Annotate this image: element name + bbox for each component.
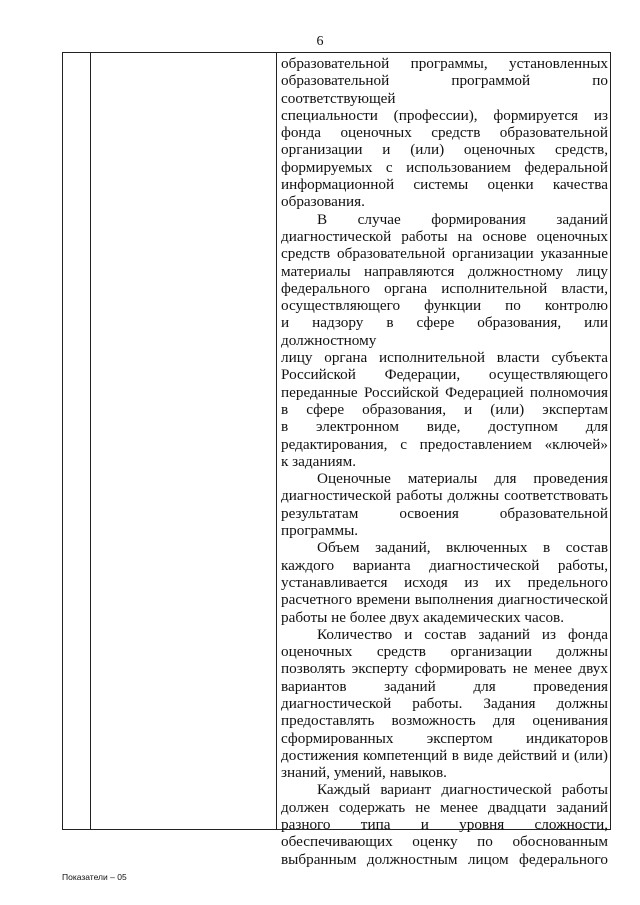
text-line: сформированных экспертом индикаторов — [281, 729, 608, 747]
table-column-divider-2 — [276, 53, 277, 829]
text-line: программы. — [281, 522, 359, 540]
text-line: Российской Федерации, осуществляющего — [281, 366, 608, 384]
text-line: в электронном виде, доступном для — [281, 418, 608, 436]
text-line: редактирования, с предоставлением «ключей» — [281, 435, 608, 453]
text-line: осуществляющего функции по контролю — [281, 297, 608, 315]
table-column-divider-1 — [90, 53, 91, 829]
text-line: оценочных средств организации должны — [281, 643, 608, 661]
text-line: и надзору в сфере образования, или должностному — [281, 314, 608, 349]
text-line: обеспечивающих оценку по обоснованным — [281, 833, 608, 851]
text-line: результатам освоения образовательной — [281, 504, 608, 522]
text-line: достижения компетенций в виде действий и (или) — [281, 746, 608, 764]
text-line: диагностической работы на основе оценочных — [281, 227, 608, 245]
footer-label: Показатели – 05 — [62, 872, 127, 882]
text-line: разного типа и уровня сложности, — [281, 816, 608, 834]
text-line: средств образовательной организации указанные — [281, 245, 608, 263]
text-line: фонда оценочных средств образовательной — [281, 124, 608, 142]
text-line: В случае формирования заданий — [317, 210, 608, 228]
text-line: каждого варианта диагностической работы, — [281, 556, 608, 574]
text-line: образовательной программой по соответствующей — [281, 72, 608, 107]
text-line: информационной системы оценки качества — [281, 176, 608, 194]
text-line: переданные Российской Федерацией полномочия — [281, 383, 608, 401]
text-line: Каждый вариант диагностической работы — [317, 781, 608, 799]
text-line: работы не более двух академических часов. — [281, 608, 565, 626]
text-line: Количество и состав заданий из фонда — [317, 625, 608, 643]
text-line: знаний, умений, навыков. — [281, 764, 447, 782]
text-line: устанавливается исходя из их предельного — [281, 573, 608, 591]
text-line: Объем заданий, включенных в состав — [317, 539, 608, 557]
text-line: лицу органа исполнительной власти субъекта — [281, 349, 608, 367]
text-line: предоставлять возможность для оценивания — [281, 712, 608, 730]
text-line: образования. — [281, 193, 365, 211]
text-line: диагностической работы. Задания должны — [281, 694, 608, 712]
text-line: материалы направляются должностному лицу — [281, 262, 608, 280]
document-table — [62, 52, 611, 868]
text-line: формируемых с использованием федеральной — [281, 158, 608, 176]
text-line: федерального органа исполнительной власти, — [281, 279, 608, 297]
text-line: организации и (или) оценочных средств, — [281, 141, 608, 159]
text-line: выбранным должностным лицом федерального — [281, 850, 608, 868]
text-line: образовательной программы, установленных — [281, 55, 608, 72]
text-line: к заданиям. — [281, 452, 357, 470]
text-line: должен содержать не менее двадцати заданий — [281, 798, 608, 816]
text-line: в сфере образования, и (или) экспертам — [281, 400, 608, 418]
text-line: специальности (профессии), формируется из — [281, 106, 608, 124]
text-line: Оценочные материалы для проведения — [317, 470, 608, 488]
text-line: расчетного времени выполнения диагностической — [281, 591, 608, 609]
text-line: вариантов заданий для проведения — [281, 677, 608, 695]
text-line: диагностической работы должны соответствовать — [281, 487, 608, 505]
page-number: 6 — [316, 34, 324, 49]
table-text-cell — [281, 55, 608, 868]
text-line: позволять эксперту сформировать не менее двух — [281, 660, 608, 678]
